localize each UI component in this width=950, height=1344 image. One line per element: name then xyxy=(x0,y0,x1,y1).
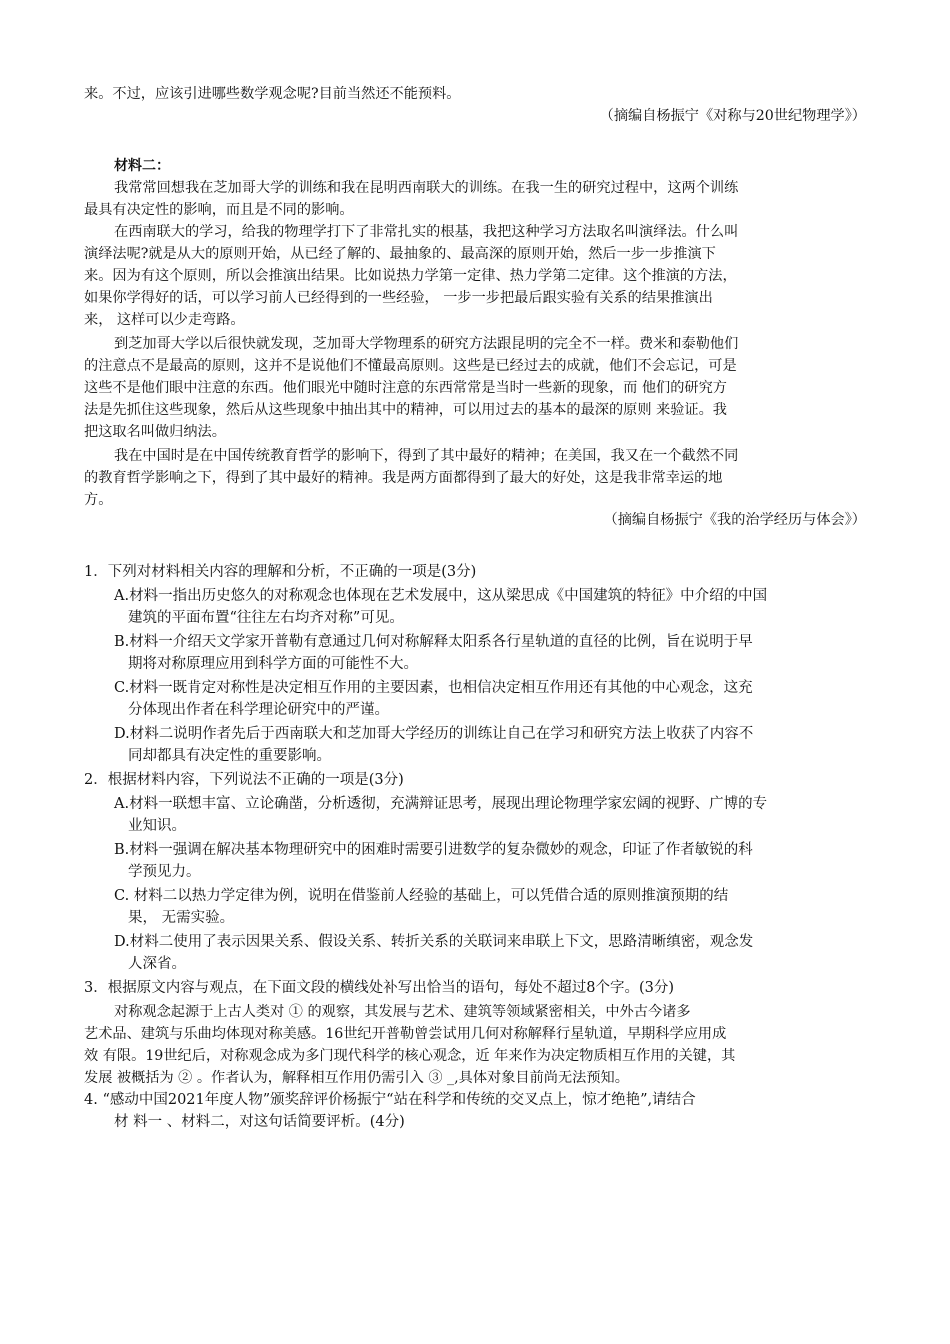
question-3-passage-line: 艺术品、建筑与乐曲均体现对称美感。16世纪开普勒曾尝试用几何对称解释行星轨道，早期科学应用成 xyxy=(84,1026,727,1042)
question-2-stem: 2．根据材料内容，下列说法不正确的一项是(3分) xyxy=(84,772,404,788)
material2-heading: 材料二： xyxy=(114,158,170,174)
question-3-passage-line: 效 有限。19世纪后，对称观念成为多门现代科学的核心观念，近 年来作为决定物质相互作用的关键，其 xyxy=(84,1048,736,1064)
source-citation-2: （摘编自杨振宁《我的治学经历与体会》） xyxy=(603,512,866,528)
question-2-option-d: 人深省。 xyxy=(128,956,186,972)
material2-line: 最具有决定性的影响，而且是不同的影响。 xyxy=(84,202,354,218)
material2-line: 这些不是他们眼中注意的东西。他们眼光中随时注意的东西常常是当时一些新的现象，而 他们的研究方 xyxy=(84,380,727,396)
question-2-option-c: 果， 无需实验。 xyxy=(128,910,235,926)
material2-line: 把这取名叫做归纳法。 xyxy=(84,424,226,440)
question-3-stem: 3．根据原文内容与观点，在下面文段的横线处补写出恰当的语句，每处不超过8个字。(3分) xyxy=(84,980,674,996)
question-1-option-c: C.材料一既肯定对称性是决定相互作用的主要因素，也相信决定相互作用还有其他的中心观念，这充 xyxy=(114,680,753,696)
question-2-option-c: C. 材料二以热力学定律为例，说明在借鉴前人经验的基础上，可以凭借合适的原则推演预期的结 xyxy=(114,888,729,904)
material2-line: 来， 这样可以少走弯路。 xyxy=(84,312,245,328)
material2-line: 到芝加哥大学以后很快就发现，芝加哥大学物理系的研究方法跟昆明的完全不一样。费米和泰勒他们 xyxy=(114,336,739,352)
question-1-option-d: 同却都具有决定性的重要影响。 xyxy=(128,748,331,764)
material2-line: 的教育哲学影响之下，得到了其中最好的精神。我是两方面都得到了最大的好处，这是我非常幸运的地 xyxy=(84,470,723,486)
question-1-option-c: 分体现出作者在科学理论研究中的严谨。 xyxy=(128,702,389,718)
question-4-stem: 材 料一 、材料二，对这句话简要评析。(4分) xyxy=(114,1114,405,1130)
question-1-option-b: 期将对称原理应用到科学方面的可能性不大。 xyxy=(128,656,418,672)
question-4-stem: 4. “感动中国2021年度人物”颁奖辞评价杨振宁“站在科学和传统的交叉点上，惊才绝艳”,请结合 xyxy=(84,1092,696,1108)
question-1-option-d: D.材料二说明作者先后于西南联大和芝加哥大学经历的训练让自己在学习和研究方法上收获了内容不 xyxy=(114,726,754,742)
question-2-option-b: 学预见力。 xyxy=(128,864,201,880)
intro-line: 来。不过，应该引进哪些数学观念呢?目前当然还不能预料。 xyxy=(84,86,461,102)
question-2-option-a: 业知识。 xyxy=(128,818,186,834)
question-3-passage-line: 发展 被概括为 ② 。作者认为，解释相互作用仍需引入 ③ _,具体对象目前尚无法预知。 xyxy=(84,1070,629,1086)
question-2-option-d: D.材料二使用了表示因果关系、假设关系、转折关系的关联词来串联上下文，思路清晰缜密，观念发 xyxy=(114,934,754,950)
question-1-stem: 1．下列对材料相关内容的理解和分析，不正确的一项是(3分) xyxy=(84,564,477,580)
material2-line: 演绎法呢?就是从大的原则开始，从已经了解的、最抽象的、最高深的原则开始，然后一步一步推演下 xyxy=(84,246,716,262)
question-1-option-a: 建筑的平面布置“往往左右均齐对称”可见。 xyxy=(128,610,404,626)
question-3-passage-line: 对称观念起源于上古人类对 ① 的观察，其发展与艺术、建筑等领域紧密相关，中外古今诸多 xyxy=(114,1004,691,1020)
material2-line: 如果你学得好的话，可以学习前人已经得到的一些经验， 一步一步把最后跟实验有关系的结果推演出 xyxy=(84,290,713,306)
question-2-option-b: B.材料一强调在解决基本物理研究中的困难时需要引进数学的复杂微妙的观念，印证了作者敏锐的科 xyxy=(114,842,753,858)
material2-line: 在西南联大的学习，给我的物理学打下了非常扎实的根基，我把这种学习方法取名叫演绎法。什么叫 xyxy=(114,224,739,240)
source-citation-1: （摘编自杨振宁《对称与20世纪物理学》） xyxy=(599,108,866,124)
material2-line: 我在中国时是在中国传统教育哲学的影响下，得到了其中最好的精神；在美国，我又在一个截然不同 xyxy=(114,448,739,464)
question-1-option-a: A.材料一指出历史悠久的对称观念也体现在艺术发展中，这从梁思成《中国建筑的特征》中介绍的中国 xyxy=(114,588,768,604)
material2-line: 的注意点不是最高的原则，这并不是说他们不懂最高原则。这些是已经过去的成就，他们不会忘记，可是 xyxy=(84,358,737,374)
material2-line: 我常常回想我在芝加哥大学的训练和我在昆明西南联大的训练。在我一生的研究过程中，这两个训练 xyxy=(114,180,739,196)
question-2-option-a: A.材料一联想丰富、立论确凿，分析透彻，充满辩证思考，展现出理论物理学家宏阔的视野、广博的专 xyxy=(114,796,768,812)
question-1-option-b: B.材料一介绍天文学家开普勒有意通过几何对称解释太阳系各行星轨道的直径的比例，旨在说明于早 xyxy=(114,634,753,650)
material2-line: 法是先抓住这些现象，然后从这些现象中抽出其中的精神，可以用过去的基本的最深的原则 来验证。我 xyxy=(84,402,727,418)
material2-line: 方。 xyxy=(84,492,113,508)
material2-line: 来。因为有这个原则，所以会推演出结果。比如说热力学第一定律、热力学第二定律。这个推演的方法， xyxy=(84,268,737,284)
